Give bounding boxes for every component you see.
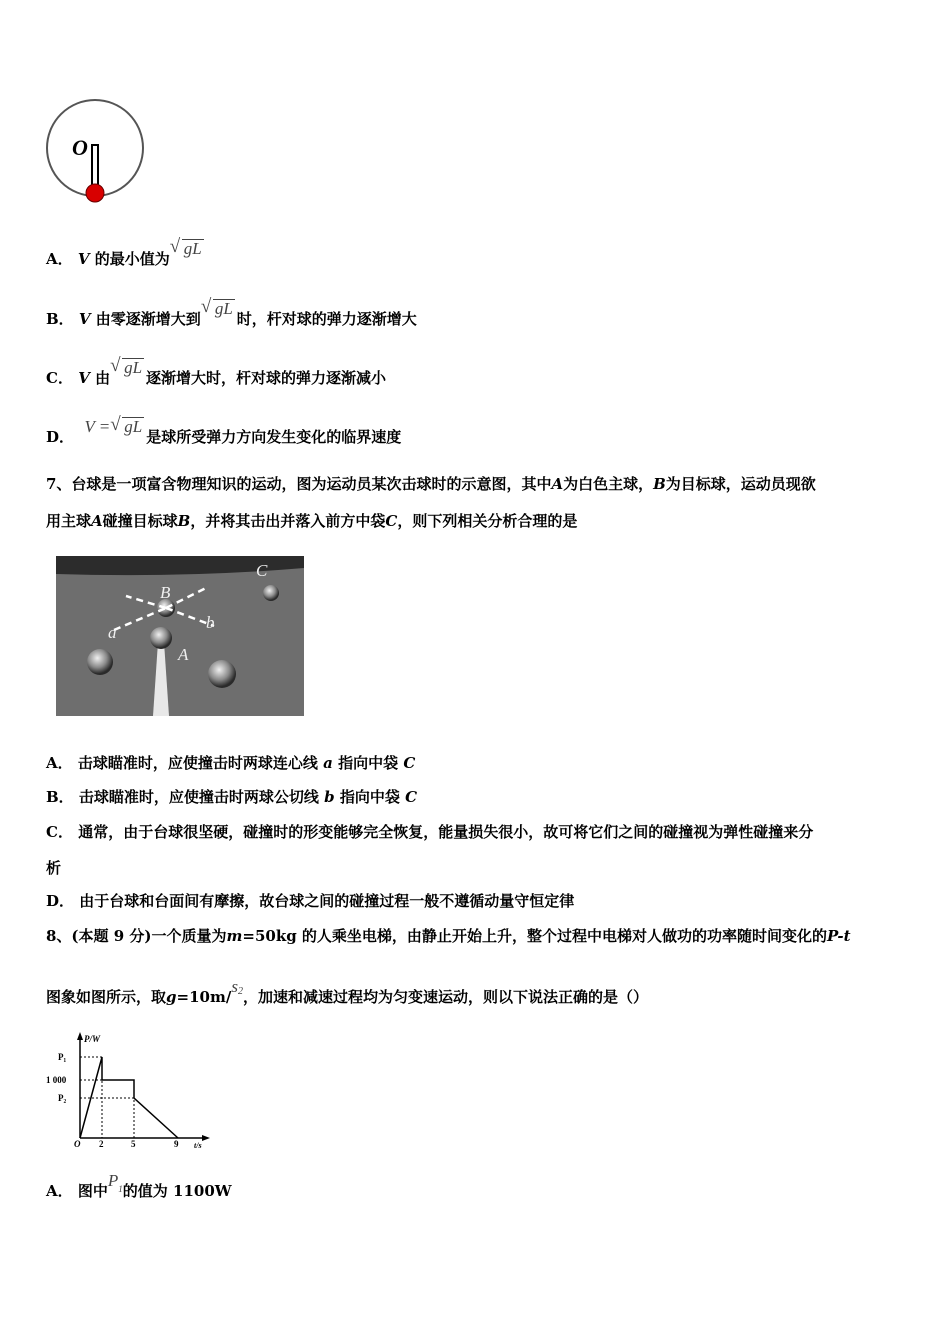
x-tick-5: 5 [131, 1139, 136, 1148]
q8-stem-line1: 8、(本题 9 分)一个质量为m=50kg 的人乘坐电梯，由静止开始上升，整个过程中电梯对人做功的功率随时间变化的P-t [46, 927, 851, 945]
label-b: b [206, 613, 215, 632]
power-time-graph [44, 1030, 214, 1148]
ball-left [87, 649, 113, 675]
q6-option-d: D． V =√ gL是球所受弹力方向发生变化的临界速度 [46, 426, 401, 447]
y-axis-label: P/W [84, 1034, 101, 1044]
x-axis-arrow [202, 1135, 210, 1141]
q6-option-c: C． V 由√ gL逐渐增大时，杆对球的弹力逐渐减小 [46, 367, 386, 388]
q7-option-c-line2: 析 [46, 859, 62, 877]
rod [92, 145, 98, 185]
q7-option-c-line1: C． 通常，由于台球很坚硬，碰撞时的形变能够完全恢复，能量损失很小，故可将它们之间的碰撞视为弹性碰撞来分 [46, 823, 814, 841]
billiards-photo [56, 556, 304, 716]
x-tick-2: 2 [99, 1139, 104, 1148]
sqrt-gl: gL [124, 417, 143, 436]
q6-option-b: B． V 由零逐渐增大到√ gL时，杆对球的弹力逐渐增大 [46, 308, 417, 329]
q7-stem-line2: 用主球A碰撞目标球B，并将其击出并落入前方中袋C，则下列相关分析合理的是 [46, 512, 578, 530]
circle-rod-figure [40, 98, 150, 208]
q7-option-b: B． 击球瞄准时，应使撞击时两球公切线 b 指向中袋 C [46, 788, 418, 806]
label-C: C [256, 561, 268, 580]
q8-option-a: A． 图中$P^1$的值为 1100W [46, 1171, 232, 1200]
x-tick-o: O [74, 1139, 81, 1148]
sqrt-gl: gL [214, 299, 233, 318]
x-tick-9: 9 [174, 1139, 179, 1148]
ball-top-right [263, 585, 279, 601]
ball-right [208, 660, 236, 688]
table-felt [56, 556, 304, 716]
q7-option-d: D． 由于台球和台面间有摩擦，故台球之间的碰撞过程一般不遵循动量守恒定律 [46, 892, 575, 910]
sqrt-gl: gL [183, 239, 202, 258]
label-A: A [178, 645, 189, 664]
y-tick-1000: 1 000 [46, 1075, 67, 1085]
x-axis-label: t/s [194, 1141, 202, 1148]
q8-stem-line2: 图象如图所示，取$g=10m/s^2$，加速和减速过程均为匀变速运动，则以下说法正确的是（） [46, 977, 648, 1006]
sqrt-gl: gL [124, 358, 143, 377]
y-tick-p2: P₂ [58, 1093, 67, 1103]
ball-a [150, 627, 172, 649]
label-B: B [160, 583, 171, 602]
q6-option-a: A． V 的最小值为√ gL [46, 248, 206, 269]
center-label: O [72, 135, 88, 160]
q7-stem-line1: 7、台球是一项富含物理知识的运动，图为运动员某次击球时的示意图，其中A为白色主球，B为目标球，运动员现欲 [46, 475, 816, 493]
label-a: a [108, 623, 117, 642]
y-tick-p1: P₁ [58, 1052, 67, 1062]
q7-option-a: A． 击球瞄准时，应使撞击时两球连心线 a 指向中袋 C [46, 754, 416, 772]
y-axis-arrow [77, 1032, 83, 1040]
ball [86, 184, 104, 202]
